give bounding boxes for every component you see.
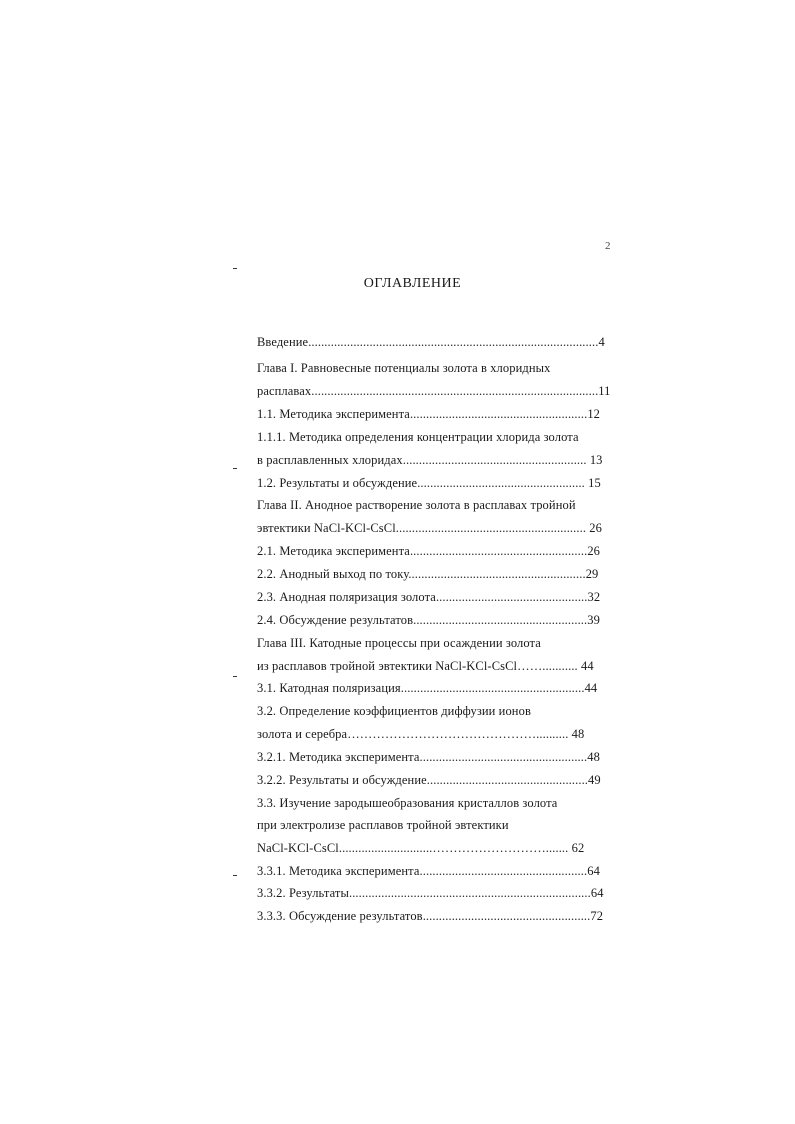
toc-entry: [257, 383, 613, 399]
toc-entry-text: Глава II. Анодное растворение золота в расплавах тройной: [257, 498, 576, 512]
toc-entry-text: 2.2. Анодный выход по току: [257, 567, 409, 581]
toc-entry: [257, 429, 613, 445]
toc-entry: [257, 635, 613, 651]
toc-entry-text: 1.1.1. Методика определения концентрации хлорида золота: [257, 430, 579, 444]
toc-entry-leader: .......................................................: [409, 407, 588, 421]
toc-entry-page: 11: [598, 384, 611, 398]
toc-entry-page: 44: [581, 659, 594, 673]
toc-entry: [257, 406, 613, 422]
toc-entry: [257, 908, 613, 924]
toc-entry-page: 26: [587, 544, 601, 558]
toc-entry-text: в расплавленных хлоридах: [257, 453, 403, 467]
toc-entry-leader: ....................................................: [419, 864, 588, 878]
toc-entry-text: 3.3.2. Результаты: [257, 886, 349, 900]
toc-entry-leader: ....................................................: [422, 909, 591, 923]
toc-entry: [257, 772, 613, 788]
page-number: 2: [605, 240, 611, 252]
toc-entry-leader: .......................................................: [409, 544, 588, 558]
toc-entry-leader: ......................................................: [413, 613, 588, 627]
toc-entry-page: 48: [587, 750, 600, 764]
toc-entry-text: золота и серебра: [257, 727, 348, 741]
toc-entry-page: 64: [590, 886, 604, 900]
toc-entry-page: 44: [584, 681, 598, 695]
toc-entry: [257, 520, 613, 536]
toc-entry-leader: .........................................................................................: [311, 384, 599, 398]
toc-entry: [257, 452, 613, 468]
toc-entry-text: из расплавов тройной эвтектики NaCl-KCl-CsCl: [257, 659, 518, 673]
toc-entry-text: 3.3. Изучение зародышеобразования кристаллов золота: [257, 796, 558, 810]
toc-entry-text: 3.2. Определение коэффициентов диффузии ионов: [257, 704, 531, 718]
toc-entry-text: Введение: [257, 335, 309, 349]
toc-entry: [257, 749, 613, 765]
toc-entry-leader: ..........................................................................................: [308, 335, 599, 349]
toc-entry-leader: ...........................................................: [395, 521, 590, 535]
toc-entry: [257, 658, 613, 674]
toc-entry: [257, 497, 613, 513]
toc-entry: [257, 817, 613, 833]
toc-entry-leader: ………………………………………..........: [347, 727, 572, 741]
toc-entry-page: 13: [589, 453, 603, 467]
toc-entry-page: 48: [571, 727, 585, 741]
toc-entry-text: расплавах: [257, 384, 312, 398]
toc-entry-text: 2.4. Обсуждение результатов: [257, 613, 414, 627]
toc-entry-leader: .............................……………………….......: [338, 841, 572, 855]
toc-entry-page: 15: [588, 476, 601, 490]
toc-entry-leader: .........................................................: [400, 681, 585, 695]
toc-entry: [257, 840, 613, 856]
toc-entry-text: 1.2. Результаты и обсуждение: [257, 476, 418, 490]
toc-entry-text: 1.1. Методика эксперимента: [257, 407, 410, 421]
toc-entry-text: при электролизе расплавов тройной эвтектики: [257, 818, 509, 832]
toc-entry-leader: ..................................................: [426, 773, 589, 787]
toc-entry-text: 2.3. Анодная поляризация золота: [257, 590, 436, 604]
toc-entry-text: NaCl-KCl-CsCl: [257, 841, 339, 855]
toc-entry: [257, 360, 613, 376]
toc-entry-leader: ……...........: [517, 659, 582, 673]
toc-entry-text: Глава I. Равновесные потенциалы золота в хлоридных: [257, 361, 551, 375]
toc-entry: [257, 703, 613, 719]
toc-entry: [257, 475, 613, 491]
toc-entry-page: 62: [571, 841, 585, 855]
toc-entry-page: 49: [588, 773, 601, 787]
toc-entry-page: 72: [590, 909, 604, 923]
toc-entry-leader: .......................................................: [408, 567, 586, 581]
toc-entry: [257, 885, 613, 901]
toc-entry: [257, 589, 613, 605]
toc-entry-text: 3.2.2. Результаты и обсуждение: [257, 773, 427, 787]
toc-entry-page: 29: [585, 567, 599, 581]
toc-entry-page: 26: [589, 521, 602, 535]
toc-entry-leader: ....................................................: [417, 476, 589, 490]
toc-entry-page: 4: [598, 335, 605, 349]
toc-entry: [257, 795, 613, 811]
toc-entry: [257, 543, 613, 559]
toc-entry-leader: .........................................................: [402, 453, 590, 467]
toc-entry-leader: ...........................................................................: [348, 886, 591, 900]
toc-entry: [257, 334, 613, 350]
toc-entry-text: 3.1. Катодная поляризация: [257, 681, 401, 695]
toc-entry-text: эвтектики NaCl-KCl-CsCl: [257, 521, 396, 535]
toc-entry: [257, 680, 613, 696]
toc-entry-text: 3.3.3. Обсуждение результатов: [257, 909, 423, 923]
toc-entry-page: 32: [587, 590, 601, 604]
toc-entry-text: 2.1. Методика эксперимента: [257, 544, 410, 558]
page-title: ОГЛАВЛЕНИЕ: [363, 276, 462, 291]
toc-entry-text: 3.2.1. Методика эксперимента: [257, 750, 420, 764]
toc-entry: [257, 566, 613, 582]
toc-entry-page: 12: [587, 407, 601, 421]
toc-entry: [257, 863, 613, 879]
toc-entry: [257, 612, 613, 628]
toc-entry-page: 64: [587, 864, 600, 878]
toc-entry-leader: ...............................................: [435, 590, 588, 604]
toc-entry: [257, 726, 613, 742]
toc-entry-text: 3.3.1. Методика эксперимента: [257, 864, 420, 878]
toc-entry-text: Глава III. Катодные процессы при осаждении золота: [257, 636, 541, 650]
toc-entry-page: 39: [587, 613, 600, 627]
toc-entry-leader: ....................................................: [419, 750, 588, 764]
